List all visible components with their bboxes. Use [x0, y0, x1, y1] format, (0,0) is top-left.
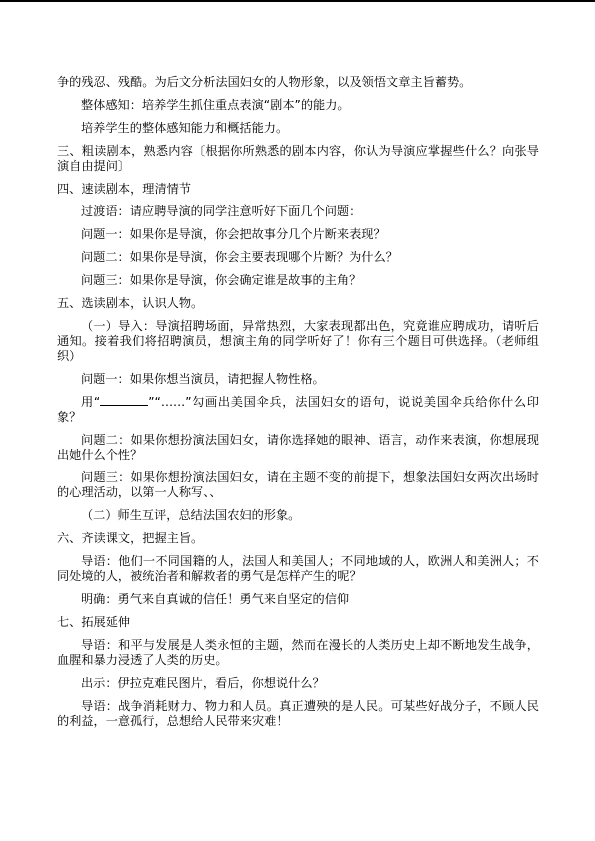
question-item: 问题一：如果你想当演员，请把握人物性格。 [81, 371, 325, 386]
document-body [57, 75, 539, 736]
text-before-blank: 用“ [81, 394, 101, 409]
section-heading: 六、齐读课文，把握主旨。 [57, 531, 204, 546]
section-heading: 五、选读剧本，认识人物。 [57, 296, 204, 311]
paragraph: 争的残忍、残酷。为后文分析法国妇女的人物形象，以及领悟文章主旨蓄势。 [57, 75, 472, 89]
question-item: 问题二：如果你是导演，你会主要表现哪个片断？为什么？ [81, 250, 398, 265]
section-heading: 四、速读剧本，理清情节 [57, 181, 192, 196]
paragraph: 培养学生的整体感知能力和概括能力。 [81, 120, 289, 135]
question-item: 问题二：如果你想扮演法国妇女，请你选择她的眼神、语言，动作来表演，你想展现出她什么个性？ [57, 432, 539, 462]
paragraph: 导语：战争消耗财力、物力和人员。真正遭殃的是人民。可某些好战分子，不顾人民的利益，一意孤行，总想给人民带来灾难！ [57, 698, 539, 728]
section-heading: 七、拓展延伸 [57, 614, 131, 629]
fill-in-blank [100, 395, 148, 406]
paragraph: 明确：勇气来自真诚的信任！勇气来自坚定的信仰 [81, 592, 350, 607]
question-item: 问题三：如果你是导演，你会确定谁是故事的主角？ [81, 273, 362, 288]
question-item: 问题一：如果你是导演，你会把故事分几个片断来表现？ [81, 227, 386, 242]
paragraph: 过渡语：请应聘导演的同学注意听好下面几个问题： [81, 204, 362, 219]
paragraph: 导语：和平与发展是人类永恒的主题，然而在漫长的人类历史上却不断地发生战争，血腥和暴力浸透了人类的历史。 [57, 637, 539, 667]
paragraph: 整体感知：培养学生抓住重点表演“剧本”的能力。 [81, 97, 350, 112]
text-after-blank: ”“……”勾画出美国伞兵，法国妇女的语句，说说美国伞兵给你什么印象？ [57, 394, 539, 424]
page-top-border [0, 0, 595, 2]
section-heading: 三、粗读剧本，熟悉内容〔根据你所熟悉的剧本内容，你认为导演应掌握些什么？向张导演自由提问〕 [57, 143, 539, 173]
paragraph: 导语：他们一不同国籍的人，法国人和美国人；不同地域的人，欧洲人和美洲人；不同处境的人，被统治者和解救者的勇气是怎样产生的呢？ [57, 554, 539, 584]
paragraph-with-blank [57, 395, 539, 425]
question-item: 问题三：如果你想扮演法国妇女，请在主题不变的前提下，想象法国妇女两次出场时的心理活动，以第一人称写、、 [57, 470, 539, 500]
paragraph: 出示：伊拉克难民图片，看后，你想说什么？ [81, 675, 325, 690]
paragraph: （一）导入：导演招聘场面，异常热烈，大家表现都出色，究竟谁应聘成功，请听后通知。接着我们将招聘演员，想演主角的同学听好了！你有三个题目可供选择。（老师组织） [57, 318, 539, 363]
paragraph: （二）师生互评，总结法国农妇的形象。 [81, 508, 301, 523]
